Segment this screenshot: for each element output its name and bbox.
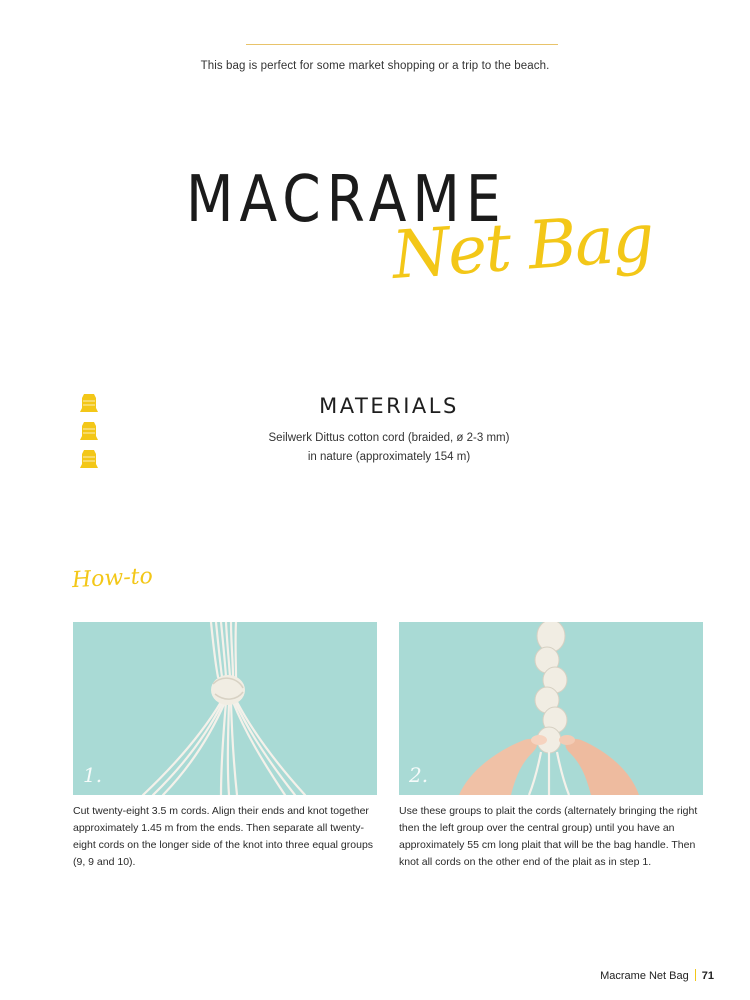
materials-heading: MATERIALS — [319, 394, 459, 418]
step-1-number: 1. — [83, 763, 103, 787]
top-divider — [246, 44, 558, 45]
page-title-script: Net Bag — [389, 199, 655, 294]
step-2-caption: Use these groups to plait the cords (alternately bringing the right then the left group over the central group) until you have an approximately 55 cm long plait that will be the bag handle. Then knot all cords on the other end of the plait as in step 1. — [399, 805, 698, 868]
page-footer — [600, 969, 714, 982]
materials-line-1: Seilwerk Dittus cotton cord (braided, ø 2-3 mm) — [268, 432, 510, 444]
step-1-caption: Cut twenty-eight 3.5 m cords. Align their ends and knot together approximately 1.45 m from the ends. Then separate all twenty-eight cords on the longer side of the knot into three equal groups (9, 9 and 10). — [73, 805, 374, 868]
step-1-photo — [73, 622, 377, 795]
howto-label: How-to — [71, 563, 154, 594]
knotted-cords-illustration — [73, 622, 377, 795]
intro-text: This bag is perfect for some market shopping or a trip to the beach. — [200, 60, 550, 72]
footer-book-title: Macrame Net Bag — [600, 970, 689, 982]
materials-line-2: in nature (approximately 154 m) — [307, 451, 471, 463]
footer-separator — [695, 969, 696, 981]
page-number: 71 — [701, 970, 714, 982]
step-2-photo — [399, 622, 703, 795]
step-2-number: 2. — [409, 763, 429, 787]
plaiting-hands-illustration — [399, 622, 703, 795]
page-title: MACRAME — [186, 163, 507, 237]
